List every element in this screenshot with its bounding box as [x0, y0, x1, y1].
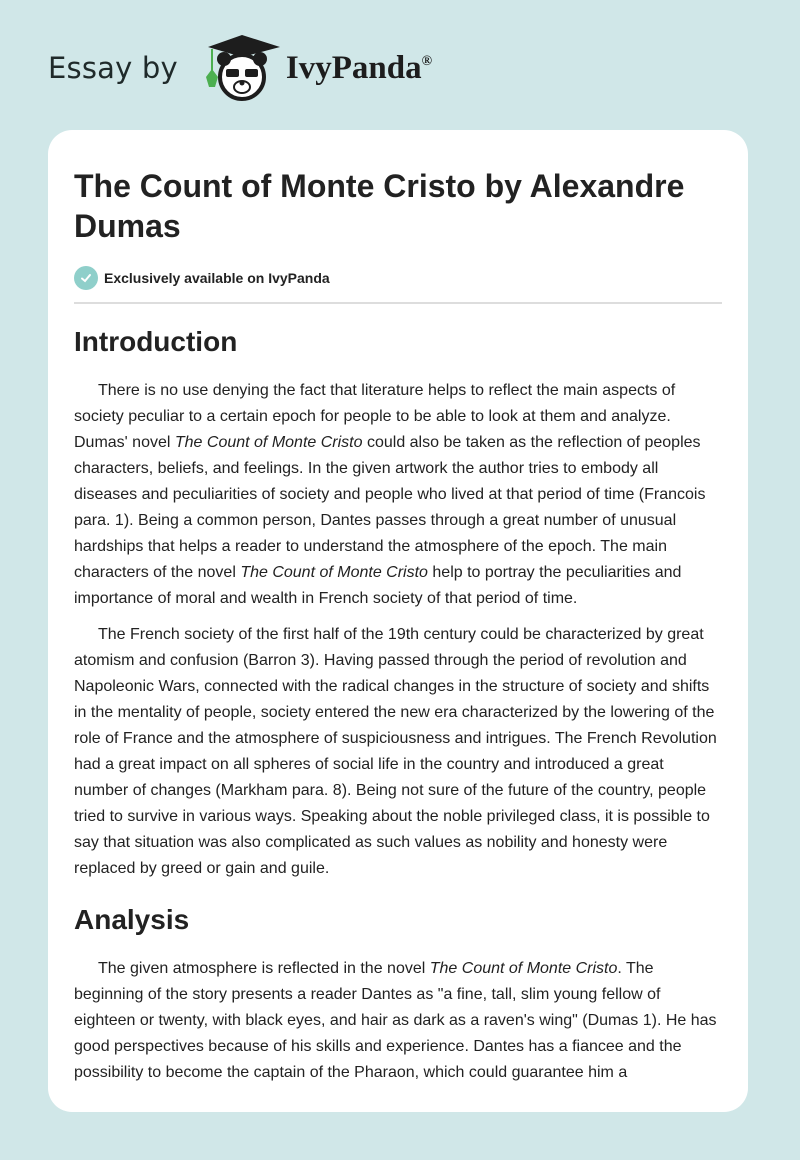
- text: could also be taken as the reflection of peoples characters, beliefs, and feelings. In the given artwork the author tries to embody all diseases and peculiarities of society and people who lived at that period of time (Francois para. 1). Being a common person, Dantes passes through a great number of unusual hardships that helps a reader to understand the atmosphere of the epoch. The main characters of the novel: [74, 434, 706, 581]
- paragraph: [74, 956, 722, 1086]
- brand-name[interactable]: [286, 50, 432, 87]
- page-title: The Count of Monte Cristo by Alexandre Dumas: [74, 168, 685, 244]
- book-title: The Count of Monte Cristo: [429, 960, 618, 977]
- section-heading-introduction: Introduction: [74, 326, 238, 357]
- divider: [74, 302, 722, 304]
- essay-card: [48, 130, 748, 1112]
- text: help to portray the peculiarities and importance of moral and wealth in French society of that period of time.: [74, 564, 682, 607]
- badge-text: Exclusively available on IvyPanda: [104, 270, 330, 286]
- text: The given atmosphere is reflected in the novel: [98, 960, 430, 977]
- book-title: The Count of Monte Cristo: [174, 434, 363, 451]
- section-heading-analysis: Analysis: [74, 904, 190, 935]
- checkmark-icon: [74, 266, 98, 290]
- text: There is no use denying the fact that literature helps to reflect the main aspects of society peculiar to a certain epoch for people to be able to look at them and analyze. Dumas' novel: [74, 382, 676, 451]
- panda-logo-icon: [196, 33, 284, 103]
- text: . The beginning of the story presents a reader Dantes as "a fine, tall, slim young fellow of eighteen or twenty, with black eyes, and hair as dark as a raven's wing" (Dumas 1). He has good perspectives because of his skills and experience. Dantes has a fiancee and the possibility to become the captain of the Pharaon, which could guarantee him a: [74, 960, 717, 1081]
- paragraph: [74, 622, 722, 882]
- brand-text: IvyPanda: [285, 49, 422, 86]
- text: The French society of the first half of the 19th century could be characterized by great atomism and confusion (Barron 3). Having passed through the period of revolution and Napoleonic Wars, connected with the radical changes in the structure of society and shifts in the mentality of people, society entered the new era characterized by the lowering of the role of France and the atmosphere of suspiciousness and intrigues. The French Revolution had a great impact on all spheres of social life in the country and introduced a great number of changes (Markham para. 8). Being not sure of the future of the country, people tried to survive in various ways. Speaking about the noble privileged class, it is possible to say that situation was also complicated as such values as nobility and honesty were replaced by greed or gain and guile.: [74, 626, 717, 877]
- book-title: The Count of Monte Cristo: [240, 564, 428, 581]
- site-header: [48, 36, 432, 100]
- essay-by-label: Essay by: [48, 51, 178, 85]
- exclusive-badge: [74, 266, 722, 290]
- paragraph: [74, 378, 722, 612]
- registered-mark: ®: [421, 53, 433, 69]
